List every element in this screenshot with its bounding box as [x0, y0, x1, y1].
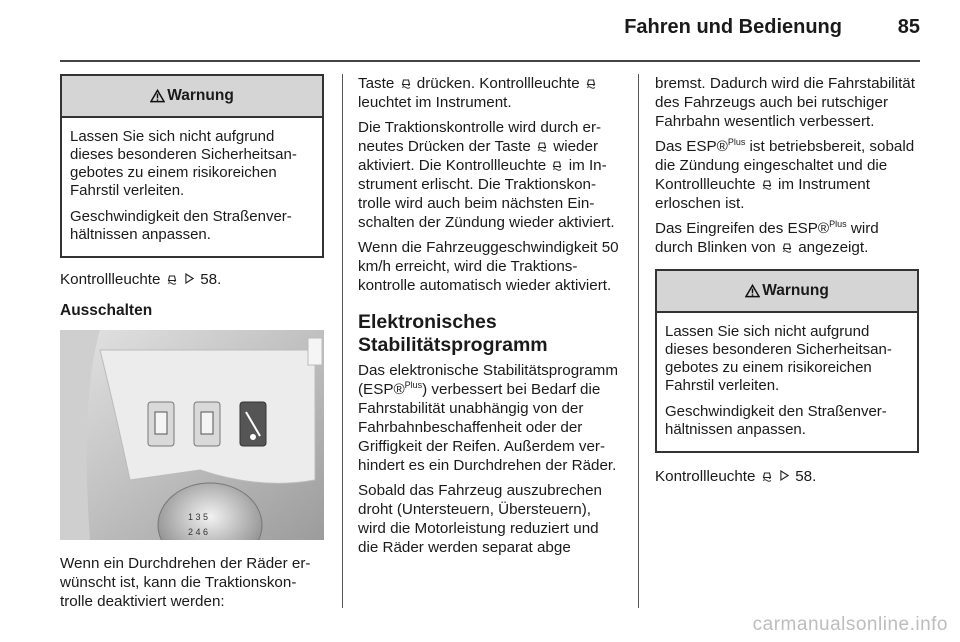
text-run: im Instrument erloschen ist.	[655, 176, 870, 212]
column-2	[358, 74, 622, 563]
section-heading	[358, 311, 622, 357]
traction-control-icon	[551, 159, 563, 171]
svg-text:2 4 6: 2 4 6	[188, 527, 209, 537]
traction-control-icon	[781, 241, 793, 253]
text-run: Das elektronische Stabilitätsprogramm (ESP®	[358, 362, 618, 398]
body-text: bremst. Dadurch wird die Fahrstabilität des Fahrzeugs auch bei rutschiger Fahrbahn wesentlich verbessert.	[655, 75, 915, 130]
traction-control-icon	[585, 77, 597, 89]
text-run: ist betriebsbereit, sobald die Zündung eingeschaltet und die Kontrollleuchte	[655, 138, 915, 193]
warning-body	[657, 313, 917, 451]
text-run: ) verbessert bei Bedarf die Fahrstabilität unabhängig von der Fahrbahnbeschaffenheit oder der Griffigkeit der Reifen. Außerdem verhindert es ein Durchdrehen der Räder.	[358, 381, 617, 474]
warning-text: Geschwindigkeit den Straßenverhältnissen anpassen.	[70, 208, 292, 243]
page-reference-link[interactable]: 58.	[200, 271, 222, 288]
column-divider	[342, 74, 343, 608]
page-header	[0, 0, 960, 64]
warning-text: Geschwindigkeit den Straßenverhältnissen anpassen.	[665, 403, 887, 438]
body-text	[358, 118, 622, 232]
warning-box	[60, 74, 324, 258]
traction-control-icon	[400, 77, 412, 89]
text-run: Das Eingreifen des ESP®	[655, 220, 830, 237]
text-run: drücken. Kontrollleuchte	[416, 75, 580, 92]
warning-triangle-icon	[745, 284, 760, 298]
warning-title: Warnung	[762, 282, 829, 299]
body-text: Sobald das Fahrzeug auszubrechen droht (Untersteuern, Übersteuern), wird die Motorleistung reduziert und die Räder werden separat abge	[358, 482, 603, 556]
warning-body	[62, 118, 322, 256]
traction-control-icon	[536, 140, 548, 152]
body-text	[655, 219, 919, 257]
lamp-reference	[655, 467, 919, 486]
warning-text: Lassen Sie sich nicht aufgrund dieses besonderen Sicherheitsangebotes zu einem risikoreichen Fahrstil verleiten.	[70, 128, 297, 199]
warning-header	[62, 76, 322, 118]
superscript: Plus	[404, 379, 423, 390]
text-run: Die Traktionskontrolle wird durch erneutes Drücken der Taste	[358, 119, 602, 155]
header-rule	[60, 60, 920, 62]
lamp-reference	[60, 270, 324, 289]
header-title: Fahren und Bedienung	[624, 16, 842, 38]
text-run: wird durch Blinken von	[655, 220, 879, 256]
lamp-ref-text: Kontrollleuchte	[655, 468, 756, 485]
warning-header	[657, 271, 917, 313]
warning-title: Warnung	[167, 87, 234, 104]
text-run: angezeigt.	[798, 239, 869, 256]
watermark: carmanualsonline.info	[752, 614, 948, 635]
text-run: Taste	[358, 75, 395, 92]
page-reference-arrow-icon	[780, 470, 789, 481]
text-run: leuchtet im Instrument.	[358, 94, 512, 111]
text-run: Das ESP®	[655, 138, 728, 155]
body-text	[655, 137, 919, 213]
traction-control-icon	[761, 470, 773, 482]
body-text: Wenn ein Durchdrehen der Räder erwünscht ist, kann die Traktionskontrolle deaktiviert werden:	[60, 555, 311, 610]
page-reference-arrow-icon	[185, 273, 194, 284]
section-heading: Ausschalten	[60, 302, 153, 319]
heading-line: Elektronisches	[358, 311, 497, 333]
superscript: Plus	[829, 218, 847, 229]
page-number: 85	[897, 16, 920, 38]
warning-triangle-icon	[150, 89, 165, 103]
warning-text: Lassen Sie sich nicht aufgrund dieses besonderen Sicherheitsangebotes zu einem risikoreichen Fahrstil verleiten.	[665, 323, 892, 394]
warning-box	[655, 269, 919, 453]
lamp-ref-text: Kontrollleuchte	[60, 271, 161, 288]
body-text: Wenn die Fahrzeuggeschwindigkeit 50 km/h erreicht, wird die Traktionskontrolle automatisch wieder aktiviert.	[358, 239, 619, 294]
body-text	[358, 74, 622, 112]
traction-control-icon	[166, 273, 178, 285]
body-text	[358, 361, 622, 475]
svg-text:1 3 5: 1 3 5	[188, 512, 209, 522]
column-1	[60, 74, 324, 617]
heading-line: Stabilitätsprogramm	[358, 334, 548, 356]
column-3	[655, 74, 919, 492]
page-reference-link[interactable]: 58.	[795, 468, 817, 485]
center-console-photo	[60, 330, 324, 540]
text-run: im Instrument erlischt. Die Traktionskontrolle wird auch beim nächsten Einschalten der Zündung wieder aktiviert.	[358, 157, 615, 231]
column-divider	[638, 74, 639, 608]
traction-control-icon	[761, 178, 773, 190]
text-run: wieder aktiviert. Die Kontrollleuchte	[358, 138, 599, 174]
superscript: Plus	[727, 136, 746, 147]
